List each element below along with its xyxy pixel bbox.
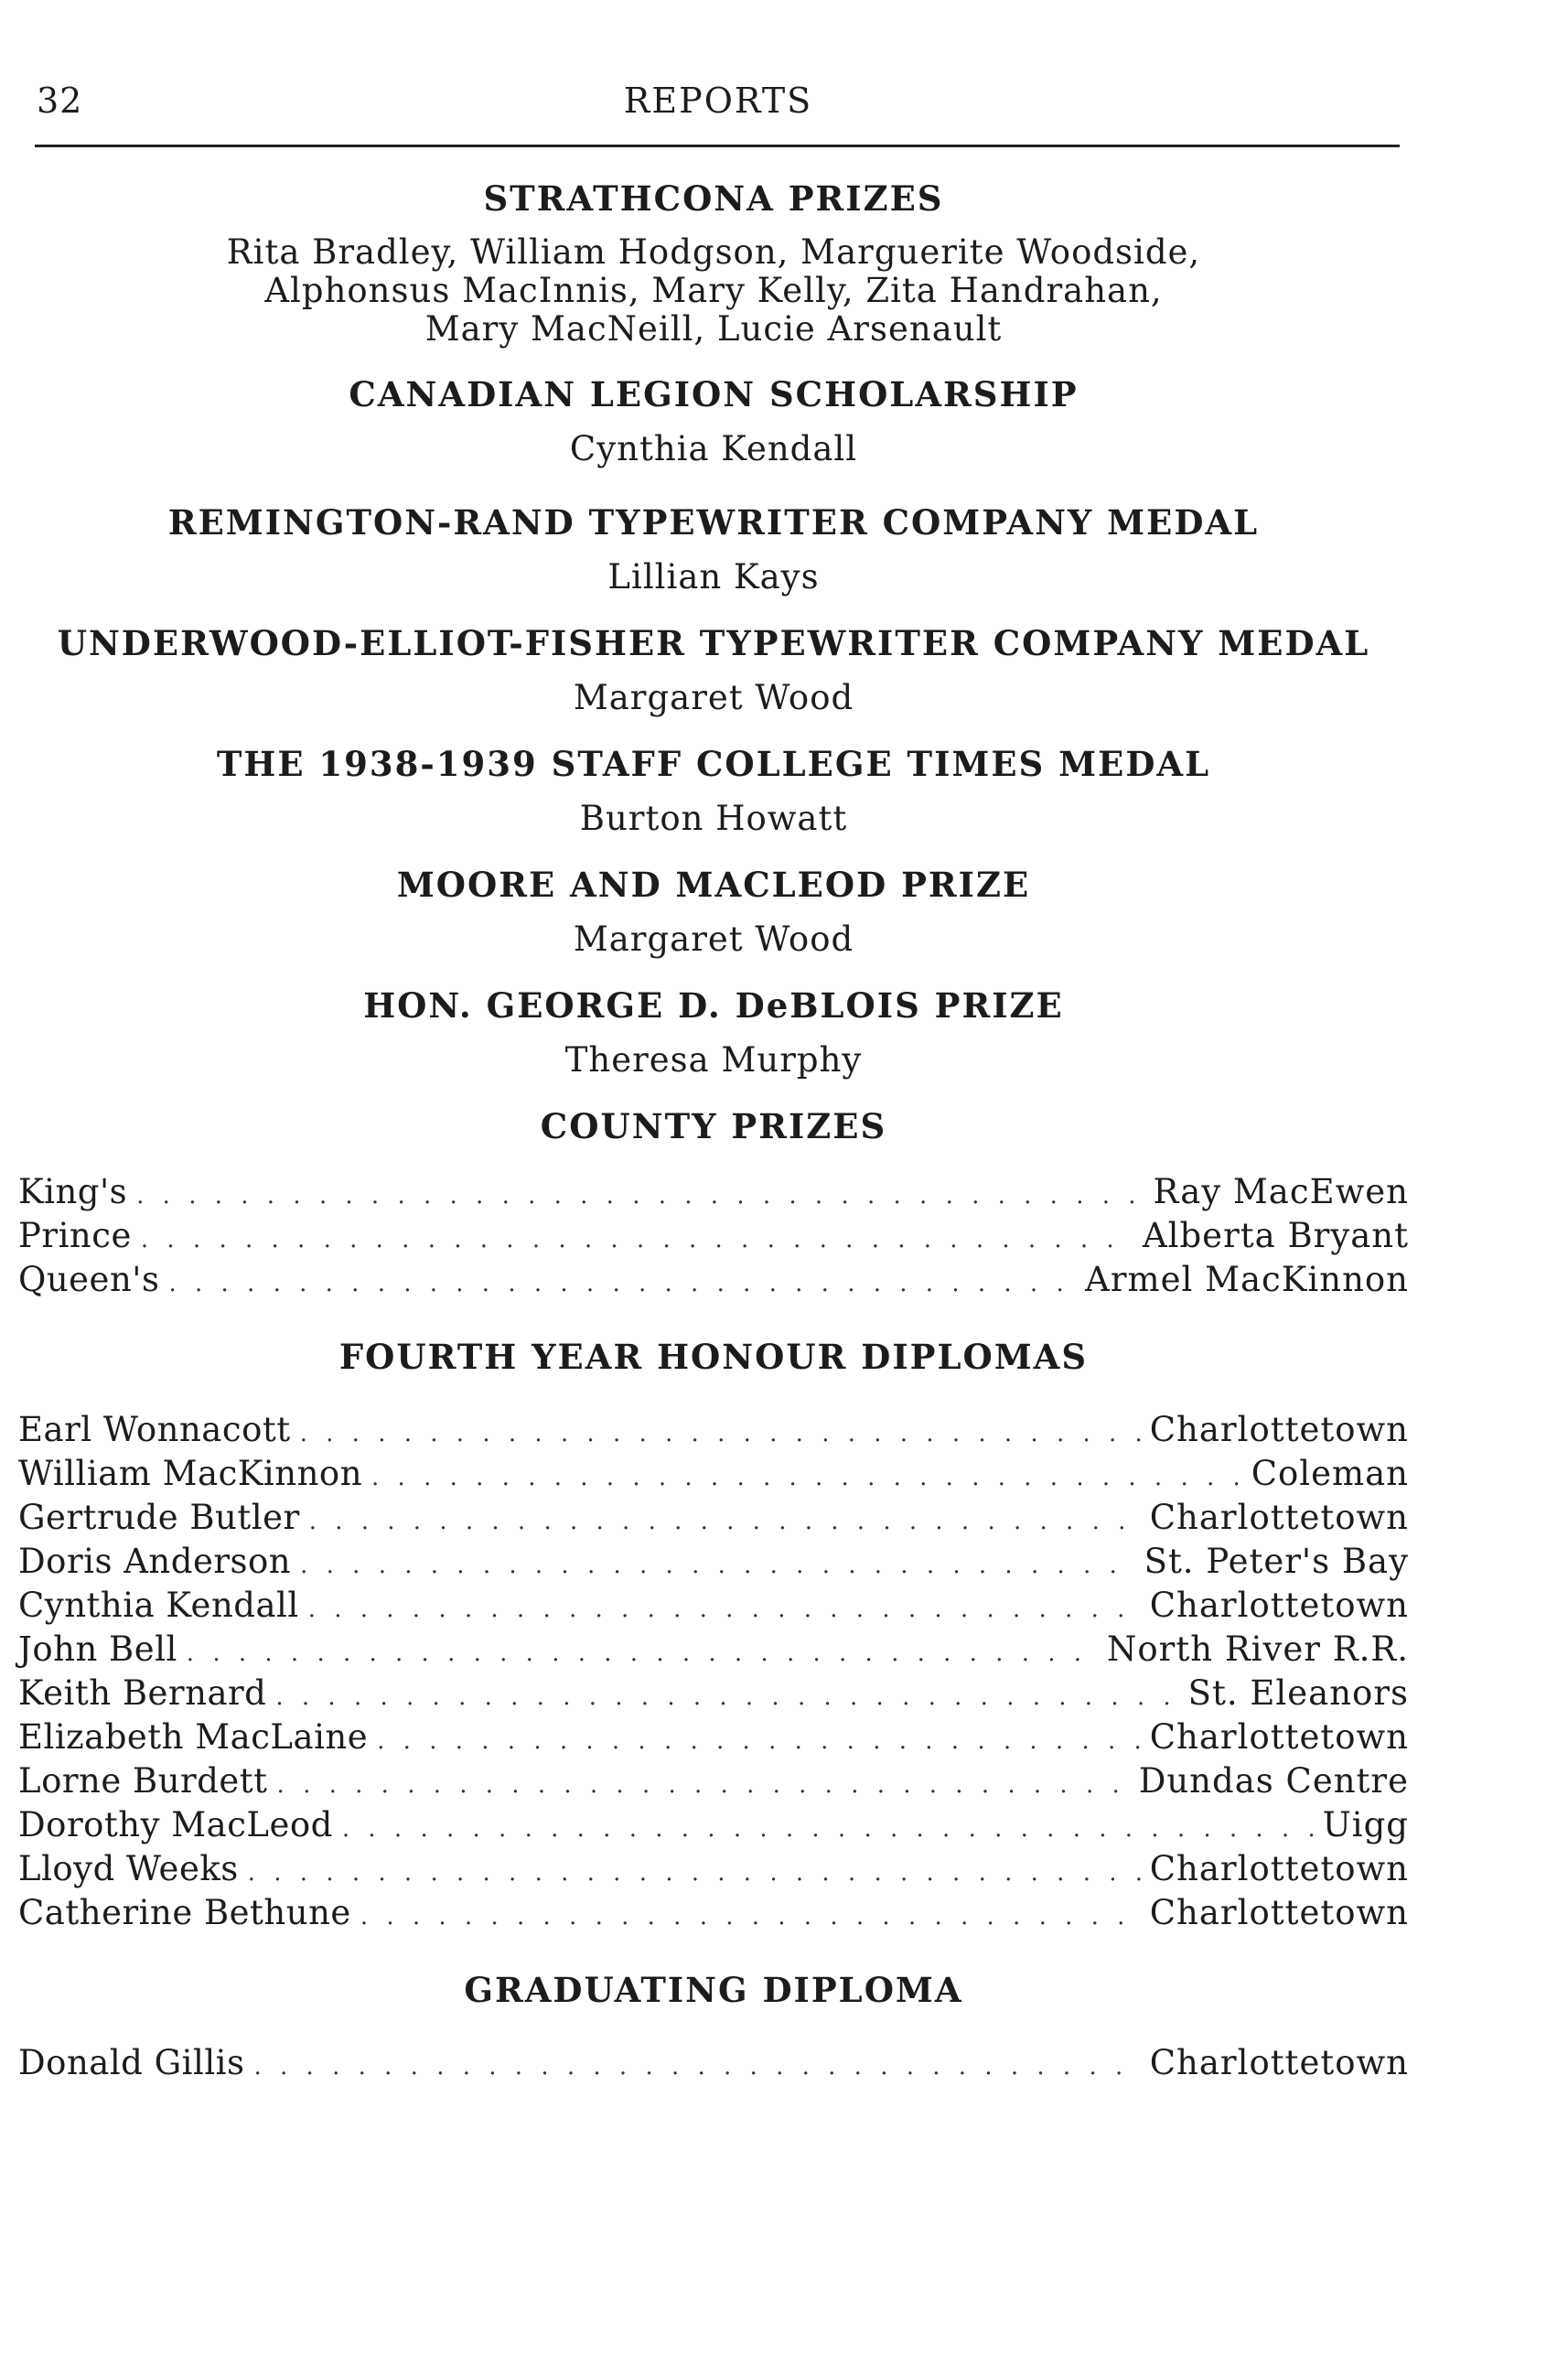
student-hometown: Charlottetown: [1149, 2043, 1409, 2082]
list-item: [18, 1410, 1409, 1454]
list-item: [18, 1216, 1409, 1260]
dot-leader: [275, 1678, 1178, 1717]
fourth-year-diploma-list: [18, 1410, 1409, 1937]
county-name: King's: [18, 1172, 128, 1211]
student-hometown: Coleman: [1251, 1454, 1409, 1493]
list-item: [18, 1761, 1409, 1805]
section-heading-underwood: UNDERWOOD-ELLIOT-FISHER TYPEWRITER COMPANY MEDAL: [57, 623, 1370, 663]
student-name: Gertrude Butler: [18, 1498, 300, 1537]
student-hometown: Charlottetown: [1149, 1717, 1409, 1757]
list-item: [18, 1673, 1409, 1717]
dot-leader: [168, 1264, 1076, 1304]
deblois-winner: Theresa Murphy: [564, 1040, 863, 1080]
section-heading-graduating: GRADUATING DIPLOMA: [464, 1970, 963, 2010]
dot-leader: [342, 1810, 1314, 1849]
list-item: [18, 1498, 1409, 1542]
student-hometown: St. Eleanors: [1187, 1673, 1409, 1713]
list-item: [18, 2043, 1409, 2087]
student-hometown: Charlottetown: [1149, 1498, 1409, 1537]
county-name: Prince: [18, 1216, 132, 1255]
dot-leader: [308, 1590, 1141, 1629]
list-item: [18, 1172, 1409, 1216]
student-hometown: St. Peter's Bay: [1144, 1542, 1409, 1581]
county-winner: Ray MacEwen: [1153, 1172, 1409, 1211]
list-item: [18, 1893, 1409, 1937]
moore-macleod-section: [18, 865, 1409, 960]
dot-leader: [309, 1502, 1141, 1542]
strathcona-line-3: Mary MacNeill, Lucie Arsenault: [424, 309, 1003, 349]
student-hometown: Uigg: [1322, 1805, 1409, 1844]
running-head: REPORTS: [623, 81, 813, 121]
page-content: [18, 178, 1409, 2087]
dot-leader: [300, 1414, 1141, 1454]
page-header: [37, 81, 1400, 135]
student-hometown: North River R.R.: [1107, 1629, 1409, 1669]
underwood-winner: Margaret Wood: [573, 678, 854, 717]
dot-leader: [254, 2048, 1141, 2087]
section-heading-county: COUNTY PRIZES: [540, 1106, 887, 1146]
student-name: Dorothy MacLeod: [18, 1805, 333, 1844]
underwood-section: [18, 623, 1409, 718]
remington-winner: Lillian Kays: [607, 557, 820, 597]
dot-leader: [187, 1634, 1098, 1673]
dot-leader: [136, 1177, 1144, 1216]
student-name: Earl Wonnacott: [18, 1410, 291, 1449]
dot-leader: [141, 1221, 1133, 1260]
strathcona-section: [18, 178, 1409, 349]
remington-section: [18, 502, 1409, 597]
moore-macleod-winner: Margaret Wood: [573, 919, 854, 959]
section-heading-fourth-year: FOURTH YEAR HONOUR DIPLOMAS: [338, 1337, 1089, 1377]
student-name: Lloyd Weeks: [18, 1849, 239, 1888]
fourth-year-section: [18, 1337, 1409, 1937]
list-item: [18, 1454, 1409, 1498]
deblois-section: [18, 985, 1409, 1081]
dot-leader: [360, 1898, 1141, 1937]
staff-college-section: [18, 744, 1409, 839]
student-name: William MacKinnon: [18, 1454, 363, 1493]
dot-leader: [377, 1722, 1141, 1761]
student-name: Donald Gillis: [18, 2043, 245, 2082]
section-heading-legion: CANADIAN LEGION SCHOLARSHIP: [349, 374, 1079, 414]
page-number: 32: [37, 81, 83, 121]
student-hometown: Charlottetown: [1149, 1893, 1409, 1932]
student-hometown: Charlottetown: [1149, 1586, 1409, 1625]
county-prize-list: [18, 1172, 1409, 1304]
county-section: [18, 1106, 1409, 1304]
strathcona-line-1: Rita Bradley, William Hodgson, Marguerite Woodside,: [226, 232, 1201, 272]
graduating-section: [18, 1970, 1409, 2087]
header-rule: [35, 145, 1400, 147]
student-name: Elizabeth MacLaine: [18, 1717, 369, 1757]
county-winner: Armel MacKinnon: [1085, 1260, 1409, 1299]
student-hometown: Charlottetown: [1149, 1849, 1409, 1888]
dot-leader: [248, 1854, 1141, 1893]
student-name: Keith Bernard: [18, 1673, 267, 1713]
section-heading-staff-college: THE 1938-1939 STAFF COLLEGE TIMES MEDAL: [216, 744, 1211, 784]
staff-college-winner: Burton Howatt: [579, 799, 848, 838]
section-heading-moore-macleod: MOORE AND MACLEOD PRIZE: [396, 865, 1031, 905]
section-heading-strathcona: STRATHCONA PRIZES: [483, 178, 944, 219]
student-name: Catherine Bethune: [18, 1893, 351, 1932]
list-item: [18, 1805, 1409, 1849]
dot-leader: [277, 1766, 1130, 1805]
legion-section: [18, 374, 1409, 469]
list-item: [18, 1260, 1409, 1304]
section-heading-remington: REMINGTON-RAND TYPEWRITER COMPANY MEDAL: [167, 502, 1260, 543]
list-item: [18, 1717, 1409, 1761]
student-name: Doris Anderson: [18, 1542, 292, 1581]
student-name: Cynthia Kendall: [18, 1586, 299, 1625]
student-name: John Bell: [18, 1629, 177, 1669]
student-hometown: Dundas Centre: [1138, 1761, 1409, 1801]
strathcona-line-2: Alphonsus MacInnis, Mary Kelly, Zita Handrahan,: [264, 271, 1163, 310]
list-item: [18, 1629, 1409, 1673]
graduating-diploma-list: [18, 2043, 1409, 2087]
county-name: Queen's: [18, 1260, 160, 1299]
section-heading-deblois: HON. GEORGE D. DeBLOIS PRIZE: [363, 985, 1064, 1026]
list-item: [18, 1586, 1409, 1629]
student-hometown: Charlottetown: [1149, 1410, 1409, 1449]
list-item: [18, 1849, 1409, 1893]
dot-leader: [371, 1458, 1242, 1498]
list-item: [18, 1542, 1409, 1586]
legion-winner: Cynthia Kendall: [569, 429, 858, 468]
dot-leader: [300, 1546, 1134, 1586]
county-winner: Alberta Bryant: [1142, 1216, 1409, 1255]
student-name: Lorne Burdett: [18, 1761, 268, 1801]
